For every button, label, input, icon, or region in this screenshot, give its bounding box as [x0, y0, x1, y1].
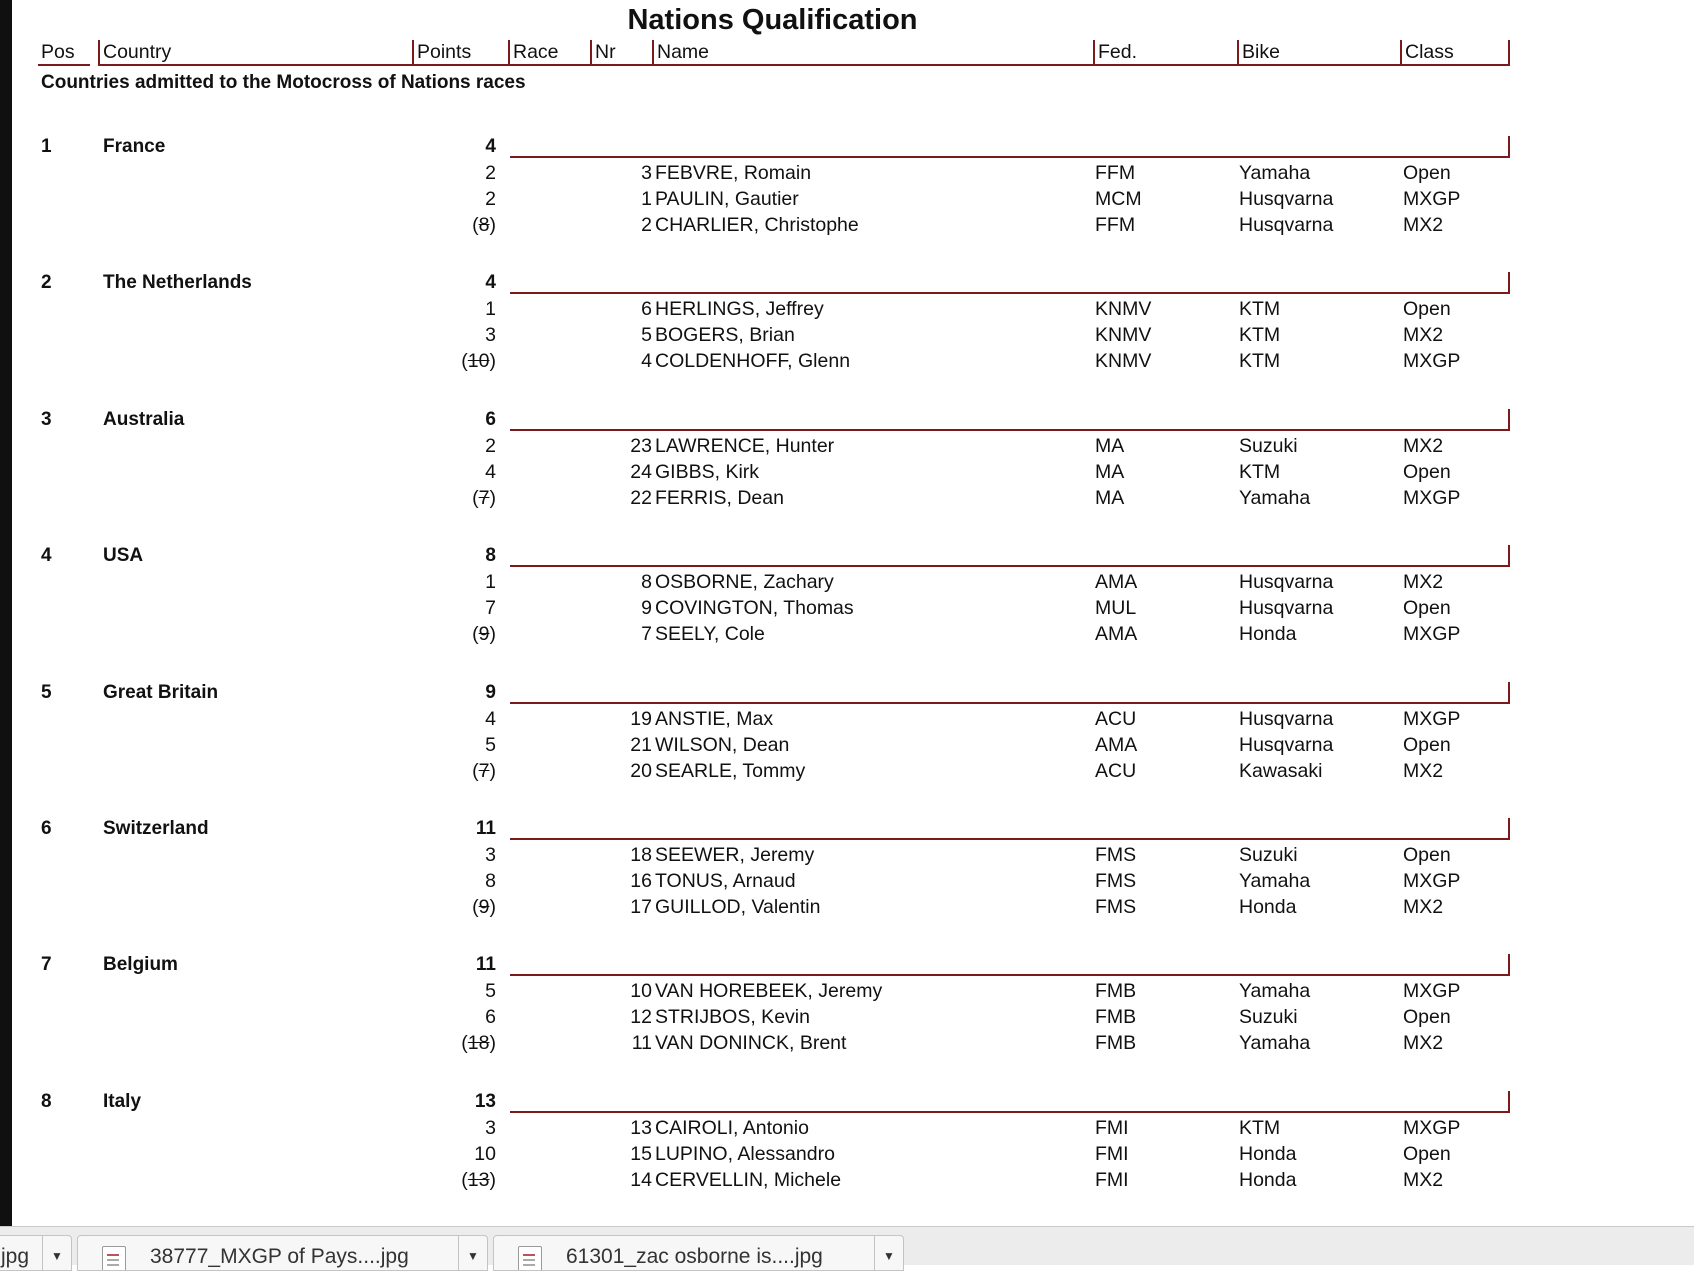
rider-number: 8 [641, 571, 652, 593]
discarded-points: 9 [478, 896, 490, 918]
rider-name: ANSTIE, Max [655, 708, 774, 730]
team-country: Australia [103, 409, 185, 430]
rider-name: LAWRENCE, Hunter [655, 435, 835, 457]
discarded-points: 8 [478, 214, 490, 236]
rider-bike: Yamaha [1239, 1032, 1311, 1054]
download-item-label: 38777_MXGP of Pays....jpg [150, 1245, 409, 1268]
rider-bike: Husqvarna [1239, 188, 1334, 210]
rider-points: 3 [485, 1117, 496, 1139]
rider-number: 1 [641, 188, 652, 210]
rider-name: SEELY, Cole [655, 623, 765, 645]
team-separator-line [510, 272, 1510, 294]
download-item[interactable] [0, 1235, 72, 1271]
rider-class: MXGP [1403, 623, 1461, 645]
column-header-points-label: Points [417, 41, 472, 63]
rider-row [0, 162, 1545, 188]
rider-row [0, 214, 1545, 240]
rider-name: LUPINO, Alessandro [655, 1143, 835, 1165]
team-block [0, 682, 1545, 794]
rider-name: FEBVRE, Romain [655, 162, 812, 184]
rider-points: 1 [485, 571, 496, 593]
rider-federation: FMB [1095, 980, 1137, 1002]
rider-name: VAN HOREBEEK, Jeremy [655, 980, 883, 1002]
rider-points: (7) [472, 760, 496, 782]
column-header-pos-label: Pos [41, 41, 75, 63]
rider-points: (13) [461, 1169, 496, 1191]
rider-federation: FMS [1095, 870, 1137, 892]
rider-class: Open [1403, 734, 1451, 756]
rider-federation: FMS [1095, 896, 1137, 918]
team-total-points: 11 [475, 818, 496, 839]
rider-bike: KTM [1239, 461, 1281, 483]
rider-bike: Suzuki [1239, 844, 1298, 866]
column-header-nr [590, 40, 652, 66]
rider-federation: AMA [1095, 734, 1138, 756]
rider-federation: FMI [1095, 1143, 1129, 1165]
rider-points: (10) [461, 350, 496, 372]
rider-points: (9) [472, 896, 496, 918]
rider-bike: KTM [1239, 298, 1281, 320]
rider-federation: MCM [1095, 188, 1142, 210]
discarded-points: 18 [467, 1032, 490, 1054]
rider-name: GIBBS, Kirk [655, 461, 760, 483]
rider-points: 3 [485, 844, 496, 866]
discarded-points: 13 [467, 1169, 490, 1191]
rider-class: MX2 [1403, 571, 1444, 593]
rider-federation: FMS [1095, 844, 1137, 866]
rider-number: 16 [630, 870, 652, 892]
team-position: 8 [41, 1091, 52, 1112]
rider-class: MXGP [1403, 870, 1461, 892]
rider-class: MXGP [1403, 1117, 1461, 1139]
rider-class: Open [1403, 844, 1451, 866]
rider-bike: Yamaha [1239, 162, 1311, 184]
rider-federation: MA [1095, 461, 1125, 483]
rider-number: 3 [641, 162, 652, 184]
rider-federation: FMI [1095, 1169, 1129, 1191]
rider-number: 23 [630, 435, 652, 457]
rider-row [0, 708, 1545, 734]
rider-points: 4 [485, 708, 496, 730]
team-block [0, 954, 1545, 1066]
rider-class: MX2 [1403, 435, 1444, 457]
rider-number: 21 [630, 734, 652, 756]
rider-class: Open [1403, 597, 1451, 619]
rider-row [0, 1032, 1545, 1058]
download-item[interactable] [77, 1235, 488, 1271]
rider-federation: FMB [1095, 1006, 1137, 1028]
team-country: The Netherlands [103, 272, 252, 293]
rider-points: 8 [485, 870, 496, 892]
rider-class: MXGP [1403, 188, 1461, 210]
column-header-bike [1237, 40, 1401, 66]
rider-points: 10 [474, 1143, 496, 1165]
column-header-country [98, 40, 412, 66]
rider-bike: Husqvarna [1239, 734, 1334, 756]
rider-points: (18) [461, 1032, 496, 1054]
rider-row [0, 571, 1545, 597]
team-separator-line [510, 136, 1510, 158]
rider-bike: Suzuki [1239, 1006, 1298, 1028]
rider-number: 24 [630, 461, 652, 483]
rider-points: 1 [485, 298, 496, 320]
rider-number: 14 [630, 1169, 652, 1191]
rider-row [0, 298, 1545, 324]
rider-federation: AMA [1095, 623, 1138, 645]
rider-points: 7 [485, 597, 496, 619]
team-position: 4 [41, 545, 52, 566]
rider-number: 11 [631, 1032, 652, 1054]
download-item[interactable] [493, 1235, 904, 1271]
rider-bike: KTM [1239, 1117, 1281, 1139]
rider-points: 2 [485, 435, 496, 457]
team-total-points: 4 [485, 136, 496, 157]
team-country: Great Britain [103, 682, 219, 703]
rider-points: 5 [485, 980, 496, 1002]
team-block [0, 136, 1545, 248]
file-icon [518, 1246, 542, 1271]
rider-federation: FMB [1095, 1032, 1137, 1054]
rider-name: CHARLIER, Christophe [655, 214, 859, 236]
rider-row [0, 1169, 1545, 1195]
rider-name: TONUS, Arnaud [655, 870, 796, 892]
rider-name: WILSON, Dean [655, 734, 790, 756]
team-country: France [103, 136, 166, 157]
rider-class: MX2 [1403, 324, 1444, 346]
column-header-nr-label: Nr [595, 41, 616, 63]
rider-class: Open [1403, 1143, 1451, 1165]
rider-points: (9) [472, 623, 496, 645]
rider-federation: ACU [1095, 760, 1137, 782]
team-position: 5 [41, 682, 52, 703]
rider-number: 20 [630, 760, 652, 782]
team-separator-line [510, 818, 1510, 840]
rider-class: MX2 [1403, 214, 1444, 236]
rider-points: (8) [472, 214, 496, 236]
rider-points: 3 [485, 324, 496, 346]
rider-federation: ACU [1095, 708, 1137, 730]
rider-name: CAIROLI, Antonio [655, 1117, 809, 1139]
team-total-points: 9 [485, 682, 496, 703]
rider-federation: FFM [1095, 214, 1136, 236]
team-country: Italy [103, 1091, 142, 1112]
download-item-label: jpg [1, 1245, 30, 1268]
rider-number: 10 [630, 980, 652, 1002]
team-country: Belgium [103, 954, 178, 975]
rider-class: Open [1403, 162, 1451, 184]
rider-name: SEARLE, Tommy [655, 760, 806, 782]
rider-federation: FMI [1095, 1117, 1129, 1139]
download-item-label: 61301_zac osborne is....jpg [566, 1245, 823, 1268]
rider-number: 22 [630, 487, 652, 509]
team-block [0, 272, 1545, 384]
team-separator-line [510, 1091, 1510, 1113]
column-header-race [508, 40, 590, 66]
rider-row [0, 734, 1545, 760]
rider-federation: FFM [1095, 162, 1136, 184]
column-header-bike-label: Bike [1242, 41, 1280, 63]
rider-class: MX2 [1403, 760, 1444, 782]
column-header-pos [38, 40, 90, 66]
column-header-class [1400, 40, 1510, 66]
rider-class: MX2 [1403, 1169, 1444, 1191]
team-block [0, 545, 1545, 657]
rider-class: MXGP [1403, 708, 1461, 730]
rider-bike: Honda [1239, 623, 1297, 645]
rider-bike: Yamaha [1239, 980, 1311, 1002]
rider-points: 2 [485, 162, 496, 184]
rider-number: 4 [641, 350, 652, 372]
rider-bike: KTM [1239, 350, 1281, 372]
rider-row [0, 870, 1545, 896]
rider-points: 5 [485, 734, 496, 756]
rider-class: Open [1403, 1006, 1451, 1028]
rider-row [0, 896, 1545, 922]
column-header-race-label: Race [513, 41, 559, 63]
rider-bike: KTM [1239, 324, 1281, 346]
rider-row [0, 844, 1545, 870]
discarded-points: 10 [467, 350, 490, 372]
rider-class: Open [1403, 298, 1451, 320]
rider-points: (7) [472, 487, 496, 509]
rider-bike: Yamaha [1239, 870, 1311, 892]
page-title: Nations Qualification [627, 4, 918, 36]
rider-number: 15 [630, 1143, 652, 1165]
rider-row [0, 760, 1545, 786]
rider-federation: KNMV [1095, 298, 1152, 320]
rider-row [0, 1117, 1545, 1143]
team-total-points: 8 [485, 545, 496, 566]
rider-row [0, 461, 1545, 487]
rider-number: 6 [641, 298, 652, 320]
rider-name: PAULIN, Gautier [655, 188, 799, 210]
discarded-points: 7 [478, 487, 490, 509]
rider-name: HERLINGS, Jeffrey [655, 298, 824, 320]
rider-row [0, 435, 1545, 461]
rider-class: Open [1403, 461, 1451, 483]
rider-bike: Husqvarna [1239, 597, 1334, 619]
rider-name: OSBORNE, Zachary [655, 571, 834, 593]
column-header-fed [1093, 40, 1238, 66]
rider-class: MXGP [1403, 487, 1461, 509]
rider-points: 6 [485, 1006, 496, 1028]
team-total-points: 6 [485, 409, 496, 430]
rider-row [0, 1143, 1545, 1169]
team-position: 6 [41, 818, 52, 839]
rider-points: 4 [485, 461, 496, 483]
rider-number: 12 [630, 1006, 652, 1028]
rider-row [0, 1006, 1545, 1032]
column-header-fed-label: Fed. [1098, 41, 1138, 63]
rider-number: 18 [630, 844, 652, 866]
rider-row [0, 980, 1545, 1006]
rider-number: 19 [630, 708, 652, 730]
rider-bike: Suzuki [1239, 435, 1298, 457]
rider-number: 2 [641, 214, 652, 236]
team-block [0, 818, 1545, 930]
column-header-name-label: Name [657, 41, 710, 63]
rider-row [0, 623, 1545, 649]
team-position: 1 [41, 136, 52, 157]
rider-number: 7 [641, 623, 652, 645]
column-header-name [652, 40, 1094, 66]
column-header-country-label: Country [103, 41, 172, 63]
rider-federation: AMA [1095, 571, 1138, 593]
rider-number: 5 [641, 324, 652, 346]
rider-bike: Husqvarna [1239, 708, 1334, 730]
rider-federation: MA [1095, 487, 1125, 509]
team-separator-line [510, 409, 1510, 431]
team-country: USA [103, 545, 144, 566]
rider-name: BOGERS, Brian [655, 324, 795, 346]
team-block [0, 1091, 1545, 1203]
download-bar [0, 1226, 1694, 1268]
team-total-points: 11 [475, 954, 496, 975]
team-position: 7 [41, 954, 52, 975]
rider-points: 2 [485, 188, 496, 210]
team-position: 3 [41, 409, 52, 430]
rider-name: GUILLOD, Valentin [655, 896, 821, 918]
rider-name: COVINGTON, Thomas [655, 597, 854, 619]
rider-class: MX2 [1403, 1032, 1444, 1054]
rider-bike: Husqvarna [1239, 214, 1334, 236]
rider-class: MXGP [1403, 980, 1461, 1002]
rider-bike: Honda [1239, 1143, 1297, 1165]
rider-number: 17 [630, 896, 652, 918]
rider-row [0, 188, 1545, 214]
column-header-points [412, 40, 510, 66]
rider-class: MXGP [1403, 350, 1461, 372]
team-total-points: 4 [485, 272, 496, 293]
team-country: Switzerland [103, 818, 209, 839]
team-block [0, 409, 1545, 521]
rider-name: COLDENHOFF, Glenn [655, 350, 851, 372]
rider-name: STRIJBOS, Kevin [655, 1006, 810, 1028]
discarded-points: 9 [478, 623, 490, 645]
rider-bike: Honda [1239, 1169, 1297, 1191]
rider-class: MX2 [1403, 896, 1444, 918]
rider-federation: MA [1095, 435, 1125, 457]
rider-bike: Husqvarna [1239, 571, 1334, 593]
rider-federation: KNMV [1095, 350, 1152, 372]
rider-row [0, 487, 1545, 513]
team-separator-line [510, 954, 1510, 976]
rider-bike: Kawasaki [1239, 760, 1323, 782]
team-position: 2 [41, 272, 52, 293]
rider-name: VAN DONINCK, Brent [655, 1032, 847, 1054]
rider-name: FERRIS, Dean [655, 487, 784, 509]
rider-federation: KNMV [1095, 324, 1152, 346]
team-total-points: 13 [474, 1091, 496, 1112]
rider-row [0, 597, 1545, 623]
rider-name: SEEWER, Jeremy [655, 844, 815, 866]
rider-bike: Honda [1239, 896, 1297, 918]
column-header-class-label: Class [1405, 41, 1454, 63]
chevron-down-icon[interactable]: ▼ [458, 1236, 487, 1270]
rider-bike: Yamaha [1239, 487, 1311, 509]
chevron-down-icon[interactable]: ▼ [42, 1236, 71, 1270]
rider-row [0, 324, 1545, 350]
rider-number: 13 [630, 1117, 652, 1139]
rider-federation: MUL [1095, 597, 1137, 619]
chevron-down-icon[interactable]: ▼ [874, 1236, 903, 1270]
file-icon [102, 1246, 126, 1271]
rider-row [0, 350, 1545, 376]
rider-name: CERVELLIN, Michele [655, 1169, 842, 1191]
section-subtitle: Countries admitted to the Motocross of Nations races [41, 72, 526, 93]
team-separator-line [510, 545, 1510, 567]
rider-number: 9 [641, 597, 652, 619]
discarded-points: 7 [478, 760, 490, 782]
team-separator-line [510, 682, 1510, 704]
